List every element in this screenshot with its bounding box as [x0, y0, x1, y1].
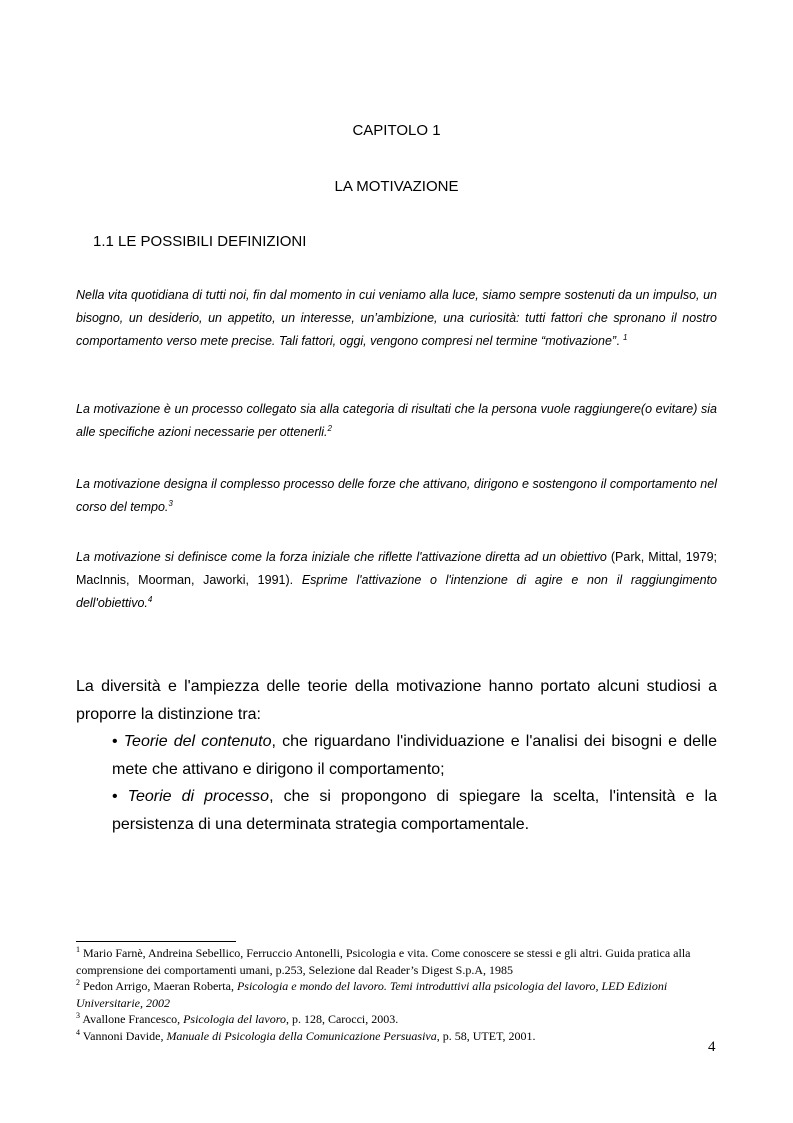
bullet-term: Teorie del contenuto [123, 733, 272, 750]
bullet-item [112, 728, 717, 783]
quote-text-2: Esprime l'attivazione o l'intenzione di agire e non il raggiungimento dell'obiettivo. [76, 573, 717, 610]
section-heading: 1.1 LE POSSIBILI DEFINIZIONI [93, 233, 307, 250]
footnote-title: , Manuale di Psicologia della Comunicazione Persuasiva [160, 1028, 437, 1043]
bullet-text: , che si propongono di spiegare la scelta, l'intensità e la persistenza di una determinata strategia comportamentale. [112, 788, 717, 833]
quote-tail: . [616, 334, 624, 348]
bullet-text: , che riguardano l'individuazione e l'analisi dei bisogni e delle mete che attivano e dirigono il comportamento; [112, 733, 718, 778]
quote-paragraph-1 [76, 284, 717, 353]
footnote-text: Avallone Francesco, [80, 1012, 184, 1026]
body-intro: La diversità e l'ampiezza delle teorie della motivazione hanno portato alcuni studiosi a proporre la distinzione tra: [76, 678, 717, 723]
footnote-number: 4 [76, 1027, 80, 1037]
footnote-ref-2: 2 [327, 423, 332, 433]
footnote-separator [76, 941, 236, 942]
footnote-ref-3: 3 [168, 498, 173, 508]
footnote-title: Psicologia del lavoro [183, 1012, 286, 1026]
footnote-text-post: , p. 128, Carocci, 2003. [285, 1012, 399, 1026]
footnote-text: Mario Farnè, Andreina Sebellico, Ferruccio Antonelli, Psicologia e vita. Come conoscere se stessi e gli altri. Guida pratica alla comprensione dei comportamenti umani, p.253, Selezione dal Reader’s Digest S.p.A, 1985 [76, 946, 691, 977]
footnote-number: 2 [76, 978, 80, 987]
bullet-item [112, 783, 717, 838]
footnote-text: Vannoni Davide [80, 1028, 161, 1043]
bullet-marker: • [112, 788, 128, 805]
footnote-title: Psicologia e mondo del lavoro. Temi introduttivi alla psicologia del lavoro, LED Edizioni Universitarie, 2002 [76, 979, 668, 1010]
footnote-3 [76, 1011, 721, 1028]
quote-text: La motivazione designa il complesso processo delle forze che attivano, dirigono e sostengono il comportamento nel corso del tempo. [76, 477, 717, 514]
footnote-number: 1 [76, 945, 80, 954]
chapter-title: LA MOTIVAZIONE [334, 178, 459, 195]
quote-text: Nella vita quotidiana di tutti noi, fin dal momento in cui veniamo alla luce, siamo sempre sostenuti da un impulso, un bisogno, un desiderio, un appetito, un interesse, un’ambizione, una curiosità: tutti fattori che spronano il nostro comportamento verso mete precise. Tali fattori, oggi, vengono compresi nel termine “motivazione” [76, 288, 717, 348]
footnotes [76, 945, 721, 1044]
bullet-marker: • [112, 733, 124, 750]
quote-text: La motivazione è un processo collegato sia alla categoria di risultati che la persona vuole raggiungere(o evitare) sia alle specifiche azioni necessarie per ottenerli. [76, 402, 717, 439]
bullet-term: Teorie di processo [127, 788, 270, 805]
chapter-label: CAPITOLO 1 [352, 122, 441, 139]
quote-paragraph-3 [76, 473, 717, 519]
footnote-2 [76, 978, 721, 1011]
quote-citation: (Park, Mittal, 1979; MacInnis, Moorman, Jaworki, 1991). [76, 550, 718, 587]
footnote-1 [76, 945, 721, 978]
footnote-text: Pedon Arrigo, Maeran Roberta, [80, 979, 237, 993]
footnote-ref-4: 4 [147, 594, 153, 604]
quote-text: La motivazione si definisce come la forza iniziale che riflette l'attivazione diretta ad un obiettivo [76, 550, 607, 564]
footnote-4 [76, 1028, 721, 1045]
footnote-number: 3 [76, 1011, 80, 1020]
footnote-text-post: , p. 58, UTET, 2001. [436, 1028, 536, 1043]
footnote-ref-1: 1 [623, 332, 628, 342]
quote-paragraph-4 [76, 546, 717, 615]
quote-paragraph-2 [76, 398, 717, 444]
page-number: 4 [708, 1039, 716, 1055]
